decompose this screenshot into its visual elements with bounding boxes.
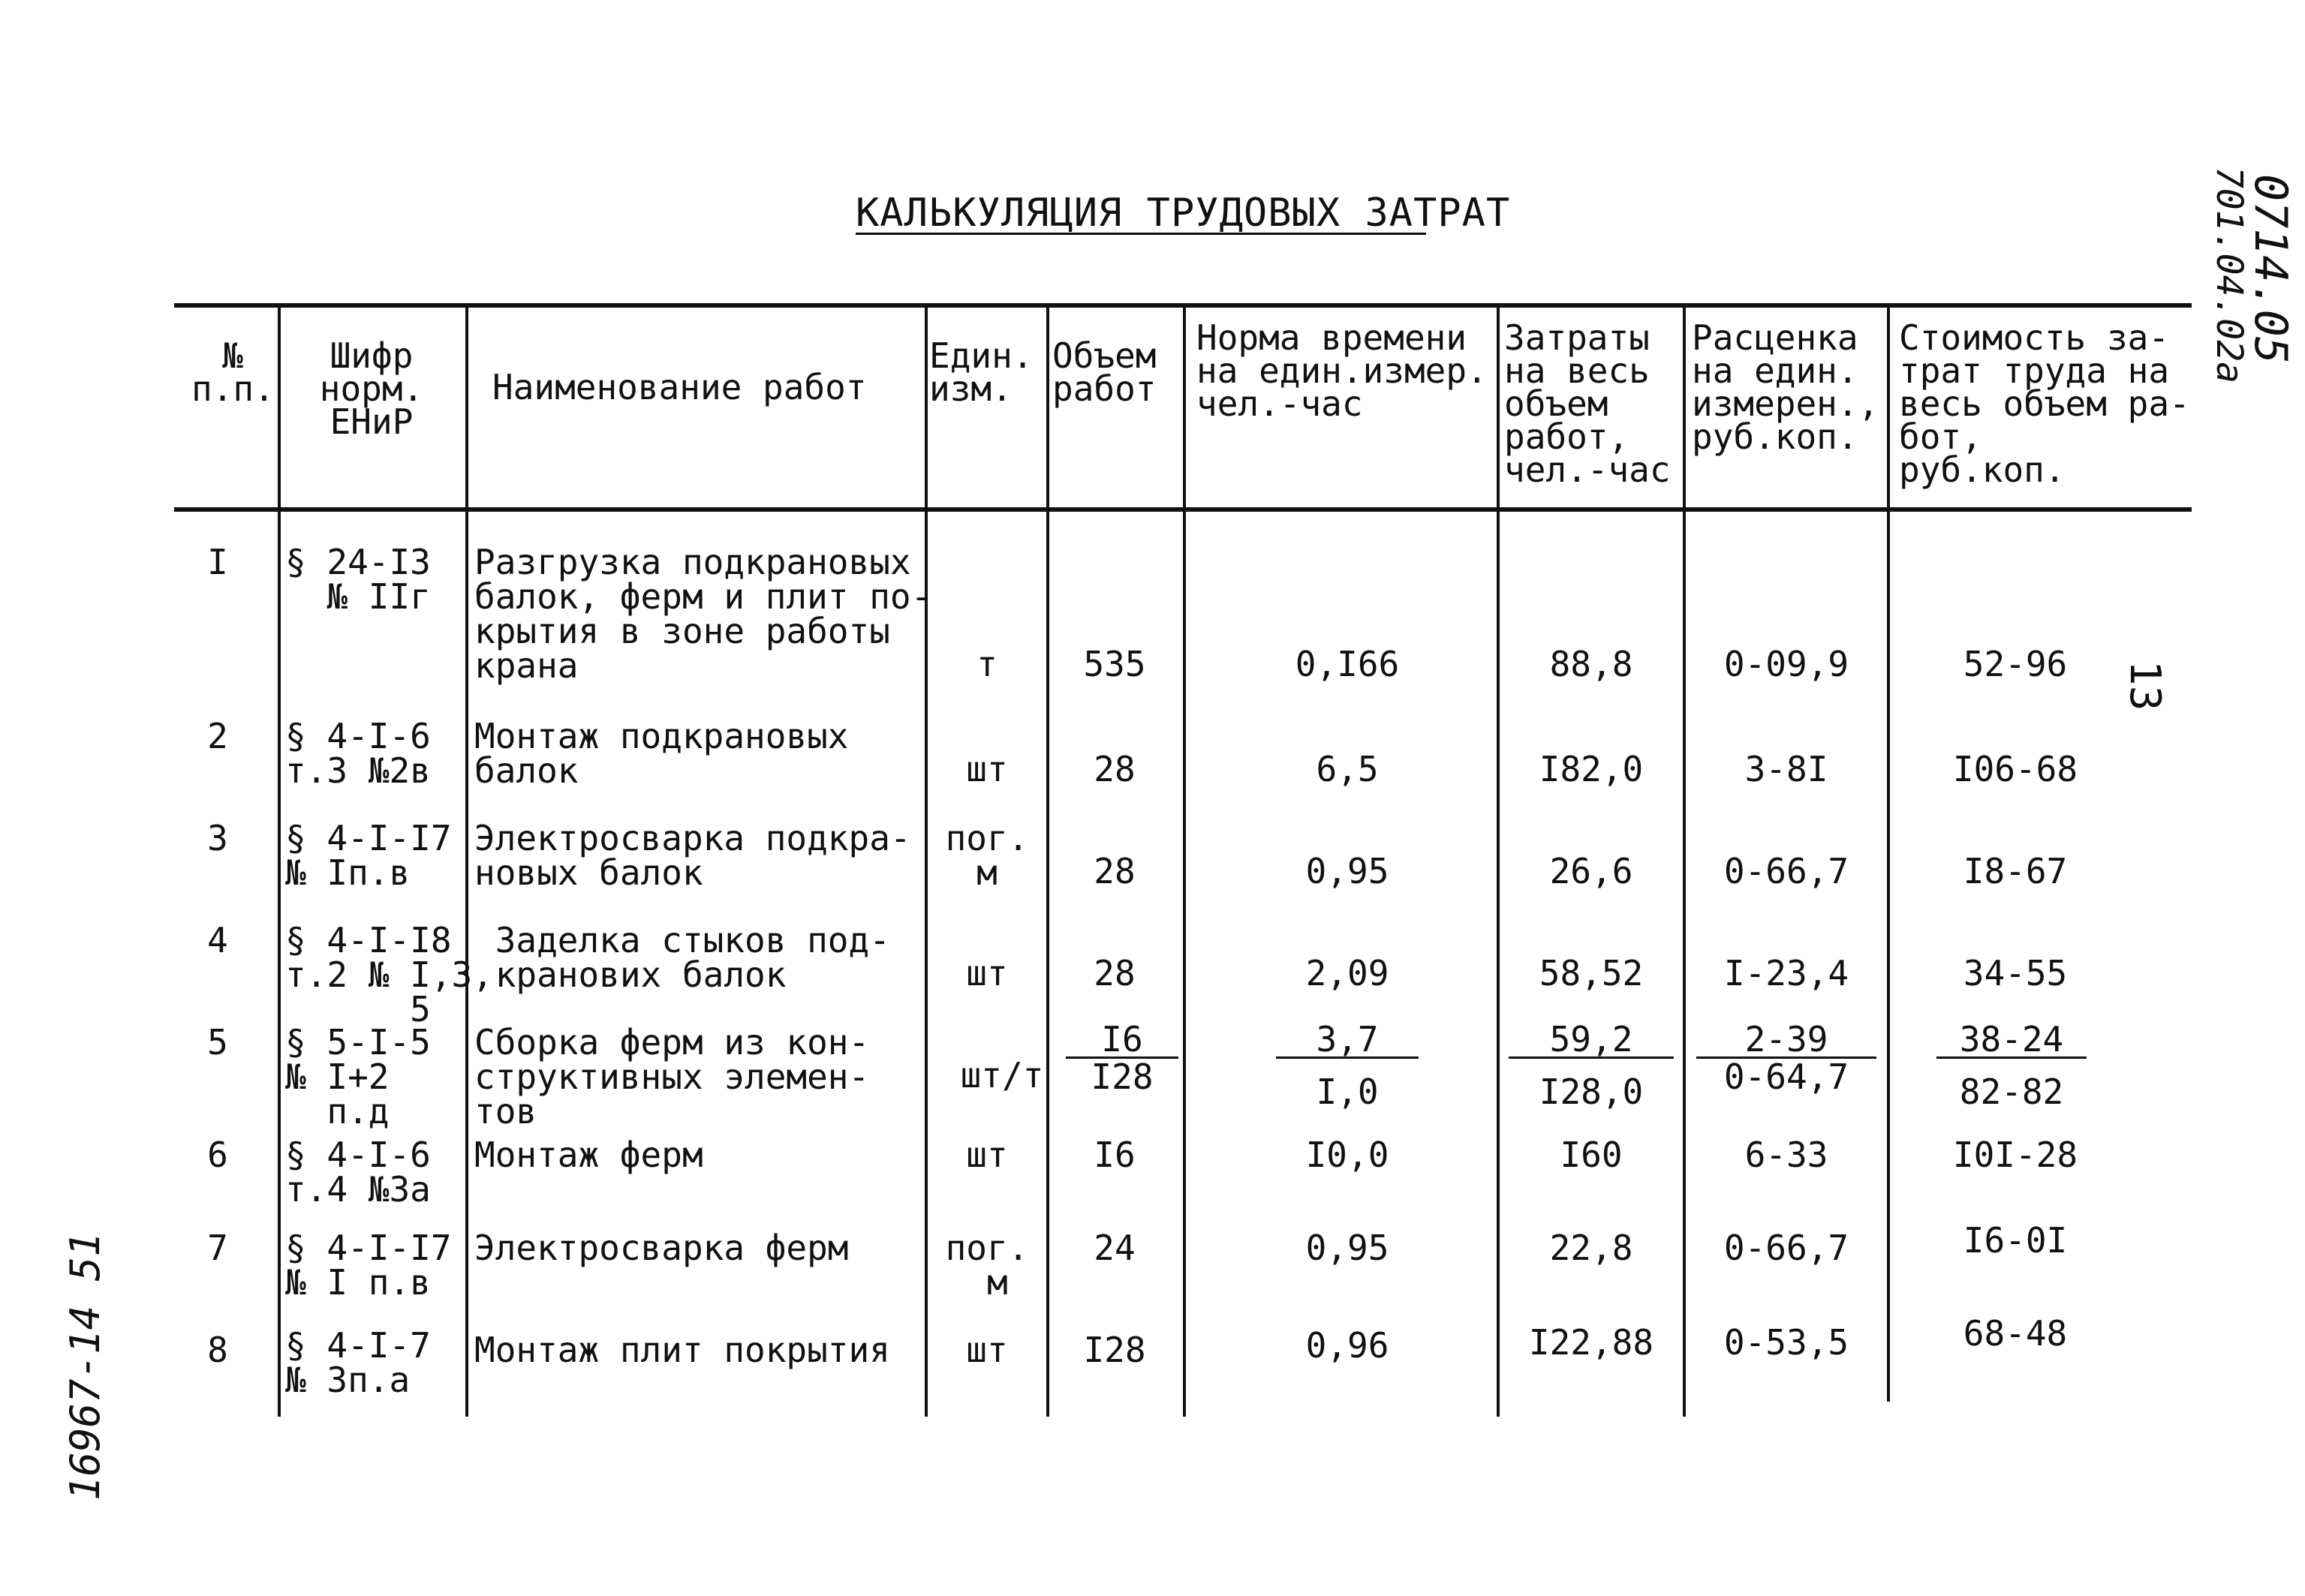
row-5-volume-2: I28	[1091, 1056, 1154, 1097]
row-3-name: Электросварка подкра- новых балок	[474, 818, 911, 893]
page-number: 13	[2120, 660, 2169, 711]
row-3-code: § 4-I-I7 № Iп.в	[285, 818, 452, 893]
header-unit: Един. изм.	[929, 335, 1034, 409]
row-3-rate: 0-66,7	[1723, 851, 1849, 891]
header-rate: Расценка на един. измерен., руб.коп.	[1692, 317, 1879, 457]
row-1-num: I	[207, 542, 228, 582]
row-2-labor: I82,0	[1539, 749, 1644, 789]
row-1-labor: 88,8	[1549, 644, 1633, 684]
row-8-unit: шт	[966, 1330, 1008, 1370]
row-4-num: 4	[207, 920, 228, 960]
header-labor: Затраты на весь объем работ, чел.-час	[1504, 317, 1671, 490]
row-7-code: § 4-I-I7 № I п.в	[285, 1228, 452, 1303]
row-5-num: 5	[207, 1022, 228, 1062]
row-6-num: 6	[207, 1135, 228, 1175]
row-6-unit: шт	[966, 1135, 1008, 1175]
header-code: Шифр норм. ЕНиР	[319, 335, 424, 442]
row-6-cost: I0I-28	[1952, 1135, 2078, 1175]
row-2-rate: 3-8I	[1744, 749, 1828, 789]
row-7-volume: 24	[1094, 1228, 1136, 1268]
side-code-bottom: 16967-14 51	[62, 1232, 109, 1501]
row-2-volume: 28	[1094, 749, 1136, 789]
row-8-volume: I28	[1083, 1330, 1146, 1370]
row-3-volume: 28	[1094, 851, 1136, 891]
row-6-labor: I60	[1560, 1135, 1623, 1175]
row-8-rate: 0-53,5	[1723, 1322, 1849, 1363]
row-4-rate: I-23,4	[1723, 953, 1849, 993]
row-4-cost: 34-55	[1963, 953, 2068, 993]
row-5-rate-2: 0-64,7	[1723, 1056, 1849, 1097]
row-3-norm: 0,95	[1305, 851, 1389, 891]
row-8-labor: I22,88	[1528, 1322, 1654, 1363]
row-8-code: § 4-I-7 № 3п.а	[285, 1325, 431, 1400]
row-4-unit: шт	[966, 953, 1008, 993]
header-volume: Объем работ	[1052, 335, 1157, 409]
row-7-labor: 22,8	[1549, 1228, 1633, 1268]
row-8-norm: 0,96	[1305, 1325, 1389, 1366]
col-sep	[1887, 306, 1890, 1402]
col-sep	[1183, 306, 1186, 1417]
row-6-volume: I6	[1094, 1135, 1136, 1175]
col-sep	[1046, 306, 1049, 1417]
row-7-norm: 0,95	[1305, 1228, 1389, 1268]
col-sep	[1683, 306, 1686, 1417]
header-num: № п.п.	[191, 335, 275, 409]
row-3-cost: I8-67	[1963, 851, 2068, 891]
col-sep	[925, 306, 928, 1417]
row-6-code: § 4-I-6 т.4 №3а	[285, 1135, 431, 1210]
row-7-rate: 0-66,7	[1723, 1228, 1849, 1268]
row-3-unit: пог. м	[945, 818, 1029, 893]
row-5-volume: I6	[1066, 1022, 1178, 1059]
row-8-cost: 68-48	[1963, 1313, 2068, 1354]
header-norm: Норма времени на един.измер. чел.-час	[1196, 317, 1488, 424]
header-cost: Стоимость за- трат труда на весь объем ра- бот, руб.коп.	[1899, 317, 2190, 490]
row-2-cost: I06-68	[1952, 749, 2078, 789]
row-1-code: § 24-I3 № IIг	[285, 542, 431, 617]
row-6-rate: 6-33	[1744, 1135, 1828, 1175]
col-sep	[1497, 306, 1500, 1417]
row-1-unit: т	[976, 644, 998, 684]
row-4-labor: 58,52	[1539, 953, 1644, 993]
row-5-name: Сборка ферм из кон- структивных элемен- тов	[474, 1022, 870, 1132]
row-1-volume: 535	[1083, 644, 1146, 684]
row-3-num: 3	[207, 818, 228, 858]
row-8-name: Монтаж плит покрытия	[474, 1330, 890, 1370]
row-6-norm: I0,0	[1305, 1135, 1389, 1175]
row-4-norm: 2,09	[1305, 953, 1389, 993]
row-5-cost-2: 82-82	[1959, 1072, 2064, 1112]
row-5-norm-2: I,0	[1316, 1072, 1379, 1112]
row-2-code: § 4-I-6 т.3 №2в	[285, 716, 431, 791]
row-1-name: Разгрузка подкрановых балок, ферм и плит по- крытия в зоне работы крана	[474, 542, 932, 686]
row-1-cost: 52-96	[1963, 644, 2068, 684]
col-sep	[278, 306, 281, 1417]
row-1-rate: 0-09,9	[1723, 644, 1849, 684]
row-4-volume: 28	[1094, 953, 1136, 993]
row-5-labor-2: I28,0	[1539, 1072, 1644, 1112]
row-5-norm: 3,7	[1276, 1022, 1419, 1059]
row-7-cost: I6-0I	[1963, 1220, 2068, 1261]
row-7-unit: пог. м	[945, 1228, 1029, 1303]
row-2-num: 2	[207, 716, 228, 756]
row-2-name: Монтаж подкрановых балок	[474, 716, 849, 791]
row-5-unit: шт/т	[960, 1055, 1044, 1096]
header-name: Наименование работ	[492, 367, 867, 407]
side-code-top: 0714.05	[2244, 174, 2297, 364]
row-4-code: § 4-I-I8 т.2 № I,3, 5	[285, 920, 493, 1029]
row-7-name: Электросварка ферм	[474, 1228, 849, 1268]
col-sep	[465, 306, 468, 1417]
row-5-cost: 38-24	[1936, 1022, 2087, 1059]
row-2-unit: шт	[966, 749, 1008, 789]
side-code-sub: 701.04.02а	[2208, 167, 2250, 383]
row-5-rate: 2-39	[1696, 1022, 1876, 1059]
row-3-labor: 26,6	[1549, 851, 1633, 891]
row-5-labor: 59,2	[1509, 1022, 1674, 1059]
row-6-name: Монтаж ферм	[474, 1135, 703, 1175]
row-2-norm: 6,5	[1316, 749, 1379, 789]
row-8-num: 8	[207, 1330, 228, 1370]
row-7-num: 7	[207, 1228, 228, 1268]
document-title: КАЛЬКУЛЯЦИЯ ТРУДОВЫХ ЗАТРАТ	[856, 191, 1511, 236]
row-1-norm: 0,I66	[1295, 644, 1400, 684]
row-4-name: Заделка стыков под- кранових балок	[495, 920, 890, 995]
row-5-code: § 5-I-5 № I+2 п.д	[285, 1022, 431, 1132]
